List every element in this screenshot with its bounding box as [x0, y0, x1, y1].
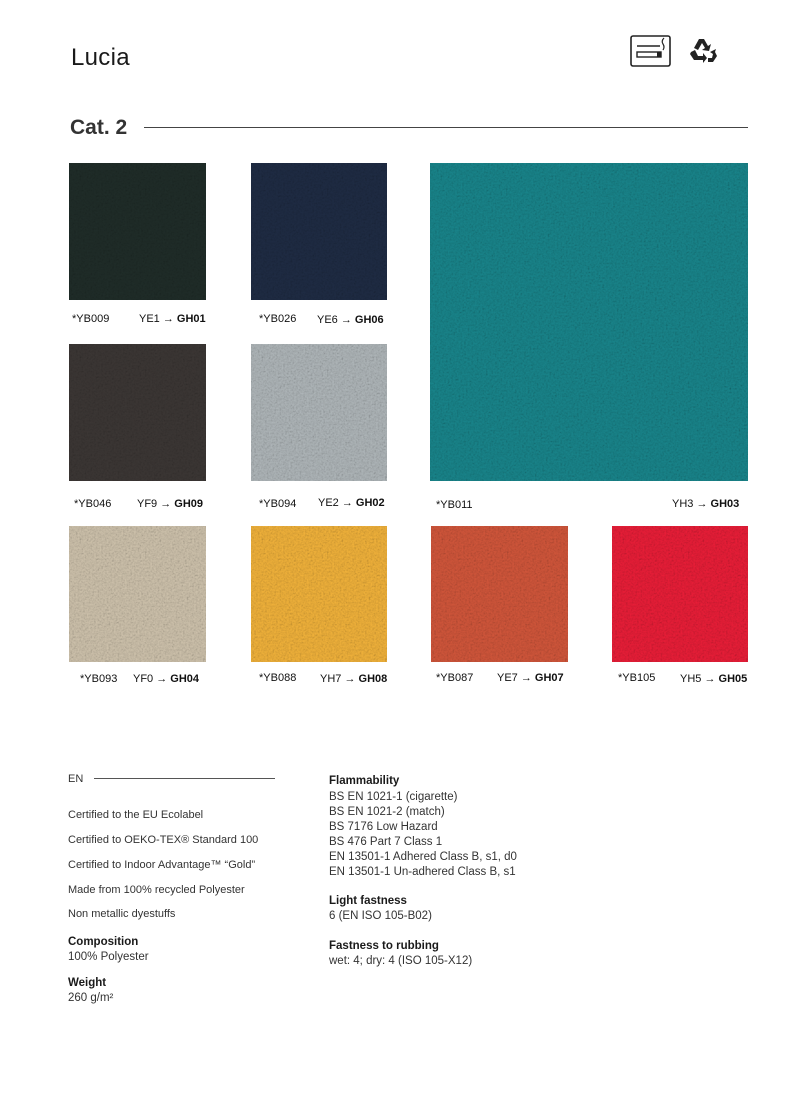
map-prefix: YH5 → [680, 673, 716, 685]
map-prefix: YE7 → [497, 672, 532, 684]
swatch-code: *YB087 [436, 672, 474, 684]
page-title: Lucia [71, 44, 130, 71]
composition-heading: Composition [68, 936, 139, 948]
map-prefix: YF0 → [133, 673, 168, 685]
flammability-line: BS 476 Part 7 Class 1 [329, 836, 443, 848]
map-code: GH06 [354, 314, 384, 326]
category-label: Cat. 2 [70, 116, 128, 139]
map-prefix: YF9 → [137, 498, 172, 510]
fabric-swatch-yb087 [431, 526, 568, 662]
map-prefix: YH3 → [672, 498, 708, 510]
map-code: GH09 [174, 498, 204, 510]
flammability-line: BS EN 1021-2 (match) [329, 806, 445, 818]
swatch-code: *YB088 [259, 672, 297, 684]
flammability-line: EN 13501-1 Adhered Class B, s1, d0 [329, 851, 517, 863]
map-code: GH02 [355, 497, 385, 509]
composition-value: 100% Polyester [68, 951, 149, 963]
weight-heading: Weight [68, 977, 107, 989]
recycle-icon [687, 36, 719, 66]
certification-item: Certified to OEKO-TEX® Standard 100 [68, 834, 259, 846]
language-label: EN [68, 773, 84, 785]
swatch-mapping [320, 673, 387, 685]
swatch-mapping [137, 498, 203, 510]
fabric-swatch-yb026 [251, 163, 387, 300]
swatch-code: *YB093 [80, 673, 118, 685]
swatch-mapping [139, 313, 206, 325]
fabric-swatch-yb105 [612, 526, 748, 662]
fabric-swatch-yb009 [69, 163, 206, 300]
map-code: GH08 [358, 673, 388, 685]
map-code: GH04 [170, 673, 200, 685]
flammability-line: EN 13501-1 Un-adhered Class B, s1 [329, 866, 516, 878]
swatch-code: *YB094 [259, 498, 297, 510]
map-prefix: YE2 → [318, 497, 353, 509]
certification-item: Certified to Indoor Advantage™ “Gold” [68, 859, 256, 871]
map-code: GH01 [176, 313, 206, 325]
swatch-code: *YB009 [72, 313, 110, 325]
fabric-swatch-yb093 [69, 526, 206, 662]
map-code: GH05 [718, 673, 748, 685]
swatch-code: *YB011 [436, 499, 473, 511]
rubbing-heading: Fastness to rubbing [329, 940, 439, 952]
certification-item: Non metallic dyestuffs [68, 908, 176, 920]
map-prefix: YH7 → [320, 673, 356, 685]
swatch-code: *YB046 [74, 498, 112, 510]
flammability-list [329, 790, 517, 880]
flammability-heading: Flammability [329, 775, 400, 787]
light-fastness-value: 6 (EN ISO 105-B02) [329, 910, 432, 922]
map-code: GH03 [710, 498, 740, 510]
fabric-swatch-yb011 [430, 163, 748, 481]
swatch-code: *YB026 [259, 313, 297, 325]
fabric-swatch-yb046 [69, 344, 206, 481]
swatch-mapping [680, 673, 747, 685]
swatch-mapping [497, 672, 564, 684]
light-fastness-heading: Light fastness [329, 895, 407, 907]
category-divider [144, 127, 748, 128]
map-prefix: YE6 → [317, 314, 352, 326]
flammability-line: BS 7176 Low Hazard [329, 821, 438, 833]
flammability-line: BS EN 1021-1 (cigarette) [329, 791, 458, 803]
swatch-mapping [318, 497, 385, 509]
cigarette-flammability-icon [630, 35, 671, 67]
fabric-swatch-yb094 [251, 344, 387, 481]
map-code: GH07 [534, 672, 564, 684]
map-prefix: YE1 → [139, 313, 174, 325]
weight-value: 260 g/m² [68, 992, 114, 1004]
fabric-swatch-yb088 [251, 526, 387, 662]
swatch-mapping [133, 673, 199, 685]
language-divider [94, 778, 275, 779]
certification-item: Made from 100% recycled Polyester [68, 884, 245, 896]
swatch-mapping [672, 498, 739, 510]
swatch-mapping [317, 314, 384, 326]
certification-item: Certified to the EU Ecolabel [68, 809, 204, 821]
swatch-code: *YB105 [618, 672, 656, 684]
rubbing-value: wet: 4; dry: 4 (ISO 105-X12) [329, 955, 473, 967]
